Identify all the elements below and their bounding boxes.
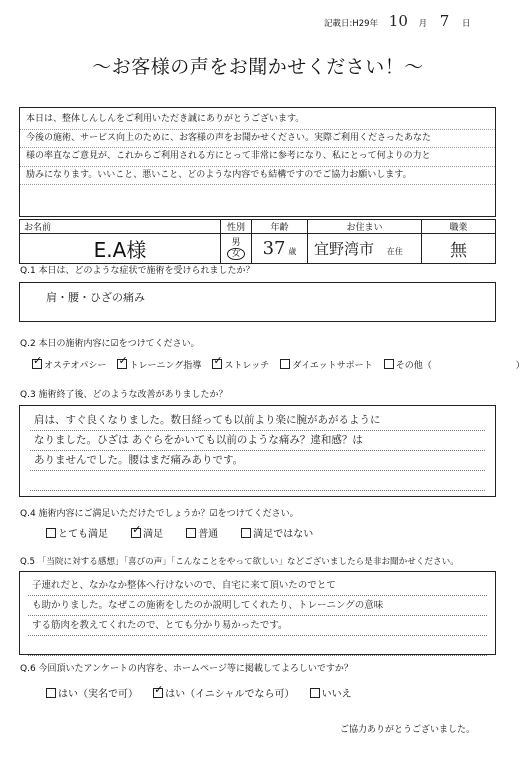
q3-label: Q.3 施術終了後、どのような改善がありましたか？ xyxy=(20,390,228,400)
checkbox-icon[interactable] xyxy=(384,359,394,369)
gender-female-circled: 女 xyxy=(227,248,244,260)
q2-label: Q.2 本日の施術内容に☑をつけてください。 xyxy=(20,339,200,349)
checkbox-icon[interactable] xyxy=(241,528,251,538)
q5-answer-line: 子連れだと、なかなか整体へ行けないので、自宅に来て頂いたのでとて xyxy=(28,576,487,596)
checkbox-icon[interactable] xyxy=(131,528,141,538)
age-unit: 歳 xyxy=(288,247,297,256)
customer-info-table xyxy=(19,219,496,264)
q2-options xyxy=(32,353,531,372)
intro-line: 様の率直なご意見が、これからご利用される方にとって非常に参考になり、私にとって何よりの力と xyxy=(20,148,495,167)
q2-option-training[interactable]: ✓ トレーニング指導 xyxy=(117,358,201,371)
q4-option-satisfied[interactable]: ✓ 満足 xyxy=(131,525,163,540)
intro-box xyxy=(19,107,496,217)
q5-answer-box xyxy=(19,571,496,655)
q4-options xyxy=(46,522,319,541)
age-header: 年齢 xyxy=(252,220,308,234)
q3-answer-line: ありませんでした。腰はまだ痛みありです。 xyxy=(30,451,485,471)
job-cell xyxy=(422,234,496,264)
q4-option-very-satisfied[interactable]: とても満足 xyxy=(46,525,108,540)
address-cell xyxy=(308,234,422,264)
q1-label: Q.1 本日は、どのような症状で施術を受けられましたか？ xyxy=(20,266,255,276)
gender-header: 性別 xyxy=(221,220,252,234)
gender-cell xyxy=(221,234,252,264)
checkbox-icon[interactable] xyxy=(32,359,42,369)
page-title: 〜お客様の声をお聞かせください！〜 xyxy=(92,56,424,78)
job-header: 職業 xyxy=(422,220,496,234)
q2-option-osteopathy[interactable]: ✓オステオパシー xyxy=(32,358,106,371)
checkbox-icon[interactable] xyxy=(153,688,163,698)
checkbox-icon[interactable] xyxy=(212,359,222,369)
intro-line: 励みになります。いいこと、悪いこと、どのような内容でも結構ですのでご協力お願いします。 xyxy=(20,167,495,186)
q5-answer-line: する筋肉を教えてくれたので、とても分かり易かったです。 xyxy=(28,616,487,636)
q2-option-stretch[interactable]: ✓ ストレッチ xyxy=(212,358,269,371)
age-cell xyxy=(252,234,308,264)
q3-answer-line: なりました。ひざは あぐらをかいても以前のような痛み？違和感？は xyxy=(30,431,485,451)
age-value: 37 xyxy=(262,238,286,259)
q1-answer: 肩・腰・ひざの痛み xyxy=(46,291,145,304)
name-header: お名前 xyxy=(20,220,221,234)
checkbox-icon[interactable] xyxy=(117,359,127,369)
q2-option-diet[interactable]: ダイエットサポート xyxy=(280,358,372,371)
q2-option-other[interactable]: その他（ ） xyxy=(384,358,525,371)
checkbox-icon[interactable] xyxy=(280,359,290,369)
q5-answer-line xyxy=(28,636,487,656)
q3-answer-box xyxy=(19,405,496,497)
q6-options xyxy=(46,682,358,701)
q3-answer-line xyxy=(30,471,485,491)
q6-option-real-name[interactable]: はい（実名で可） xyxy=(46,685,138,700)
day-value: 7 xyxy=(439,12,450,30)
q5-label: Q.5 「当院に対する感想」「喜びの声」「こんなことをやって欲しい」などございましたら是非お聞かせください。 xyxy=(20,557,459,567)
intro-line: 本日は、整体しんしんをご利用いただき誠にありがとうございます。 xyxy=(20,111,495,130)
q4-label: Q.4 施術内容にご満足いただけたでしょうか？☑をつけてください。 xyxy=(20,509,299,519)
name-value: E.A様 xyxy=(20,234,221,264)
month-unit: 月 xyxy=(418,19,428,29)
checkbox-icon[interactable] xyxy=(186,528,196,538)
q6-option-initials[interactable]: ✓ はい（イニシャルでなら可） xyxy=(153,685,294,700)
intro-line-blank xyxy=(20,185,495,203)
address-value: 宜野湾市 xyxy=(314,240,375,258)
day-unit: 日 xyxy=(462,19,471,29)
footer-thanks: ご協力ありがとうございました。 xyxy=(340,725,476,735)
date-label: 記載日:H29年 xyxy=(324,19,379,29)
q4-option-not-satisfied[interactable]: 満足ではない xyxy=(241,525,313,540)
q3-answer-line: 肩は、すぐ良くなりました。数日経っても以前より楽に腕があがるように xyxy=(30,411,485,431)
q2-other-close: ） xyxy=(515,361,525,371)
gender-male: 男 xyxy=(231,237,241,248)
intro-line: 今後の施術、サービス向上のために、お客様の声をお聞かせください。実際ご利用くださったあなた xyxy=(20,130,495,149)
q5-answer-line: も助かりました。なぜこの施術をしたのか説明してくれたり、トレーニングの意味 xyxy=(28,596,487,616)
date-row xyxy=(324,12,471,31)
checkbox-icon[interactable] xyxy=(46,528,56,538)
checkbox-icon[interactable] xyxy=(310,688,320,698)
q4-option-average[interactable]: 普通 xyxy=(186,525,218,540)
job-value: 無 xyxy=(450,241,467,261)
q6-option-no[interactable]: いいえ xyxy=(310,685,352,700)
checkbox-icon[interactable] xyxy=(46,688,56,698)
q1-answer-box xyxy=(19,282,496,322)
month-value: 10 xyxy=(388,12,408,30)
address-header: お住まい xyxy=(308,220,422,234)
address-suffix: 在住 xyxy=(386,247,403,256)
q6-label: Q.6 今回頂いたアンケートの内容を、ホームページ等に掲載してよろしいですか？ xyxy=(20,664,353,674)
